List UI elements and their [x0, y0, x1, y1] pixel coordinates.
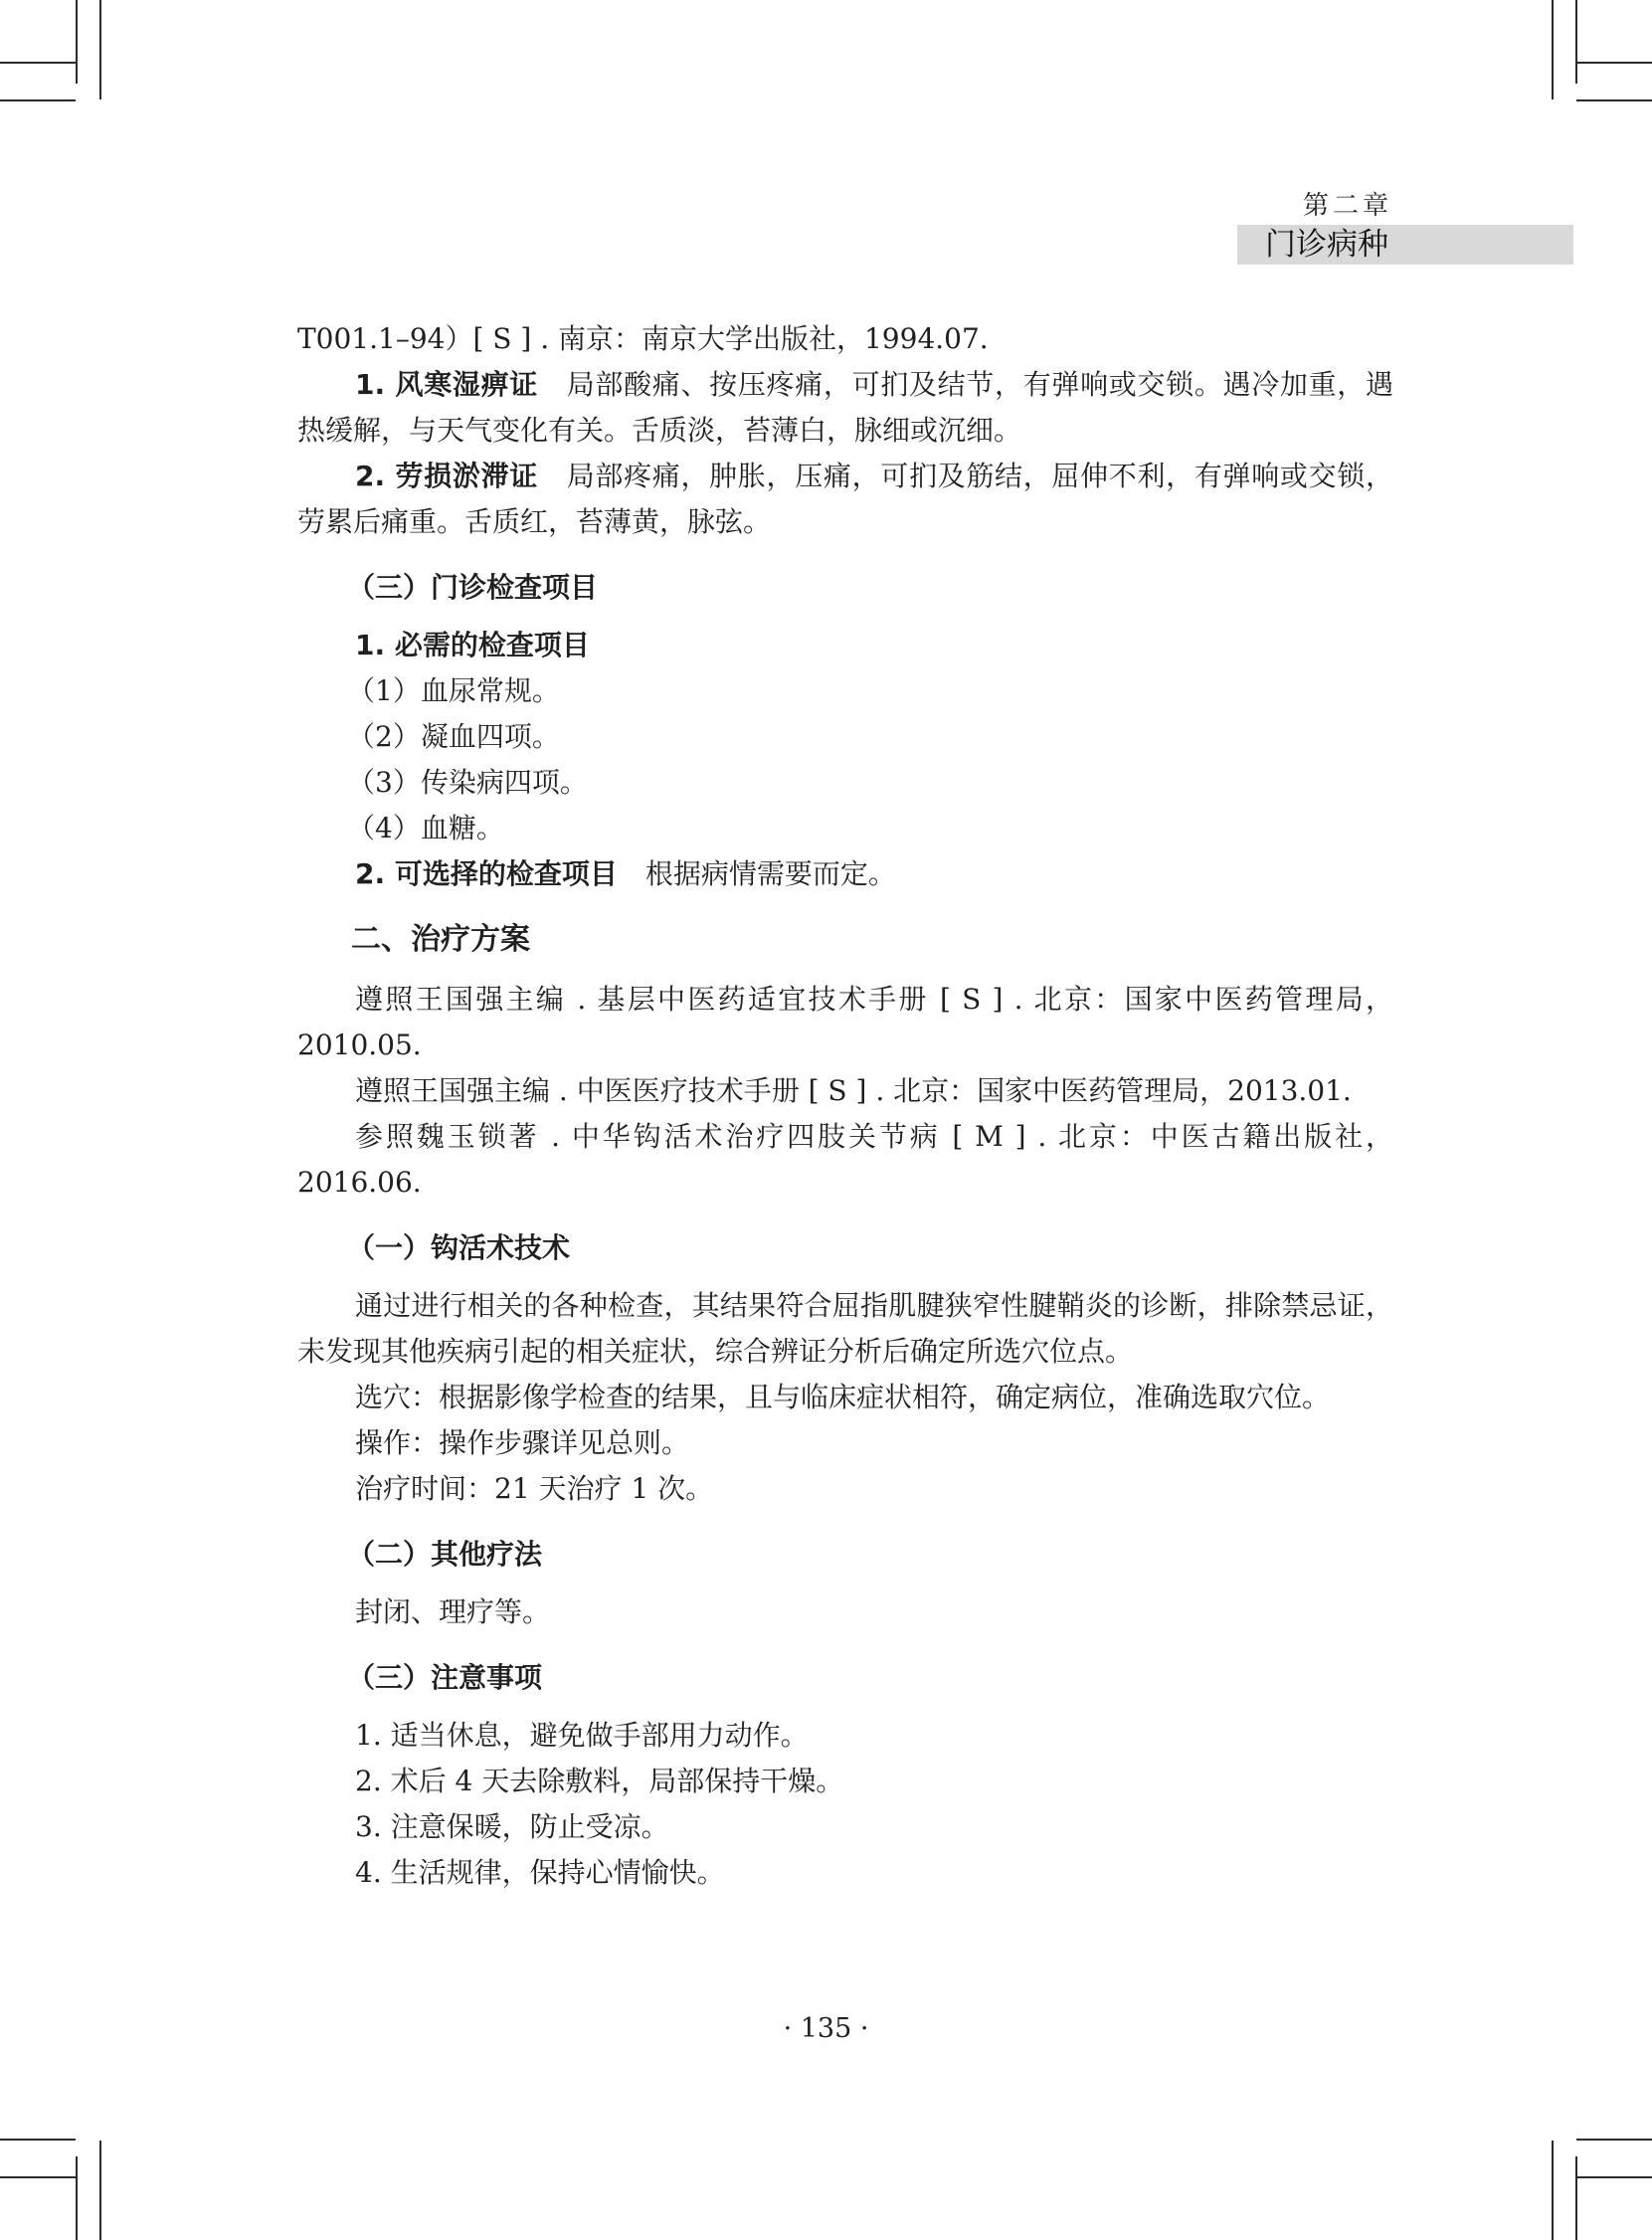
- crop-mark: [99, 0, 101, 99]
- treatment-reference: 参照魏玉锁著 . 中华钩活术治疗四肢关节病 [ M ] . 北京：中医古籍出版社，2016.06.: [297, 1120, 1393, 1199]
- exam-item: （3）传染病四项。: [347, 766, 588, 799]
- other-therapy-text: 封闭、理疗等。: [355, 1595, 551, 1628]
- note-item: 1. 适当休息，避免做手部用力动作。: [355, 1719, 809, 1752]
- syndrome-2-text: 局部疼痛，肿胀，压痛，可扪及筋结，屈伸不利，有弹响或交锁，劳累后痛重。舌质红，苔薄黄，脉弦。: [297, 460, 1393, 538]
- crop-mark: [1575, 0, 1577, 84]
- crop-mark: [1552, 2141, 1554, 2240]
- crop-mark: [0, 99, 76, 101]
- crop-mark: [1576, 2139, 1652, 2141]
- note-item: 2. 术后 4 天去除敷料，局部保持干燥。: [355, 1765, 844, 1797]
- treatment-reference: 遵照王国强主编 . 中医医疗技术手册 [ S ] . 北京：国家中医药管理局，2013.01.: [355, 1074, 1352, 1107]
- page-body: [297, 316, 1393, 1896]
- crop-mark: [1576, 62, 1652, 64]
- hook-points: 选穴：根据影像学检查的结果，且与临床症状相符，确定病位，准确选取穴位。: [355, 1381, 1331, 1413]
- treatment-heading: 二、治疗方案: [351, 922, 530, 957]
- page-number: · 135 ·: [783, 2013, 869, 2044]
- crop-mark: [76, 0, 78, 84]
- syndrome-2-label: 2. 劳损淤滞证: [355, 460, 539, 492]
- section-label: 门诊病种: [1265, 227, 1388, 263]
- syndrome-1-text: 局部酸痛、按压疼痛，可扪及结节，有弹响或交锁。遇冷加重，遇热缓解，与天气变化有关。舌质淡，苔薄白，脉细或沉细。: [297, 368, 1393, 447]
- syndrome-1: [297, 362, 1393, 454]
- treatment-reference: 遵照王国强主编 . 基层中医药适宜技术手册 [ S ] . 北京：国家中医药管理局，2010.05.: [297, 983, 1393, 1061]
- reference-continuation: T001.1–94）[ S ] . 南京：南京大学出版社，1994.07.: [297, 322, 989, 355]
- exam-heading: （三）门诊检查项目: [347, 571, 599, 604]
- crop-mark: [99, 2141, 101, 2240]
- exam-item: （1）血尿常规。: [347, 674, 560, 707]
- optional-exam: [297, 851, 1393, 897]
- syndrome-1-label: 1. 风寒湿痹证: [355, 368, 539, 401]
- exam-item: （4）血糖。: [347, 812, 504, 844]
- crop-mark: [1576, 99, 1652, 101]
- crop-mark: [0, 2139, 76, 2141]
- hook-operation: 操作：操作步骤详见总则。: [355, 1426, 690, 1459]
- required-exam-label: 1. 必需的检查项目: [355, 629, 590, 661]
- crop-mark: [1576, 2176, 1652, 2178]
- note-item: 3. 注意保暖，防止受凉。: [355, 1810, 669, 1843]
- crop-mark: [1552, 0, 1554, 99]
- chapter-label: 第二章: [1302, 191, 1392, 221]
- syndrome-2: [297, 454, 1393, 545]
- crop-mark: [1575, 2156, 1577, 2240]
- crop-mark: [76, 2156, 78, 2240]
- exam-item: （2）凝血四项。: [347, 720, 560, 753]
- notes-heading: （三）注意事项: [347, 1661, 543, 1694]
- other-therapy-heading: （二）其他疗法: [347, 1538, 543, 1571]
- crop-mark: [0, 62, 76, 64]
- crop-mark: [0, 2176, 76, 2178]
- hook-technique-heading: （一）钩活术技术: [347, 1231, 571, 1264]
- optional-exam-text: 根据病情需要而定。: [644, 857, 896, 890]
- hook-time: 治疗时间：21 天治疗 1 次。: [355, 1472, 714, 1505]
- optional-exam-label: 2. 可选择的检查项目: [355, 857, 618, 890]
- note-item: 4. 生活规律，保持心情愉快。: [355, 1856, 725, 1889]
- hook-intro: 通过进行相关的各种检查，其结果符合屈指肌腱狭窄性腱鞘炎的诊断，排除禁忌证，未发现其他疾病引起的相关症状，综合辨证分析后确定所选穴位点。: [297, 1289, 1393, 1368]
